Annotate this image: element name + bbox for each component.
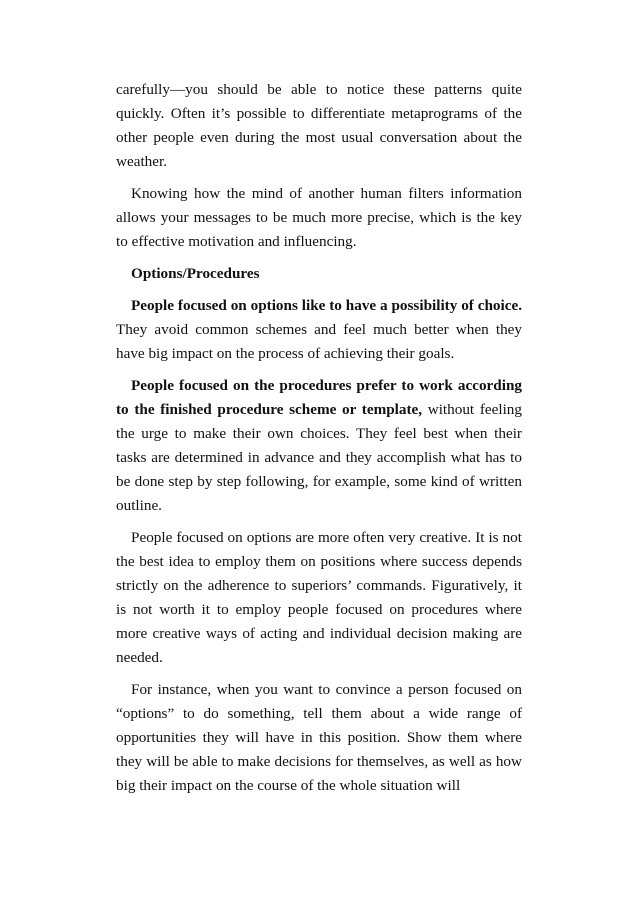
paragraph-5: People focused on options are more often very creative. It is not the best idea to employ them on positions where success depends strictly on the adherence to superiors’ commands. Figuratively, it is not worth it to employ people focused on procedures where more creative ways of acting and individual decision making are needed. bbox=[116, 529, 522, 666]
paragraph-3-text: They avoid common schemes and feel much better when they have big impact on the process of achieving their goals. bbox=[116, 321, 522, 362]
paragraph-4-emphasis: People focused on the procedures prefer to work according to the finished procedure scheme or template, bbox=[116, 377, 522, 418]
paragraph-6: For instance, when you want to convince a person focused on “options” to do something, tell them about a wide range of opportunities they will have in this position. Show them where they will be able to make decisions for themselves, as well as how big their impact on the course of the whole situation will bbox=[116, 681, 522, 794]
paragraph-4 bbox=[116, 374, 522, 518]
document-page bbox=[116, 78, 522, 806]
paragraph-3-emphasis: People focused on options like to have a possibility of choice. bbox=[131, 297, 522, 314]
paragraph-4-text: without feeling the urge to make their own choices. They feel best when their tasks are determined in advance and they accomplish what has to be done step by step following, for example, some kind of written outline. bbox=[116, 401, 522, 514]
section-heading: Options/Procedures bbox=[131, 265, 260, 282]
paragraph-3 bbox=[116, 294, 522, 366]
paragraph-2: Knowing how the mind of another human filters information allows your messages to be much more precise, which is the key to effective motivation and influencing. bbox=[116, 185, 522, 250]
paragraph-1: carefully—you should be able to notice these patterns quite quickly. Often it’s possible to differentiate metaprograms of the other people even during the most usual conversation about the weather. bbox=[116, 81, 522, 170]
